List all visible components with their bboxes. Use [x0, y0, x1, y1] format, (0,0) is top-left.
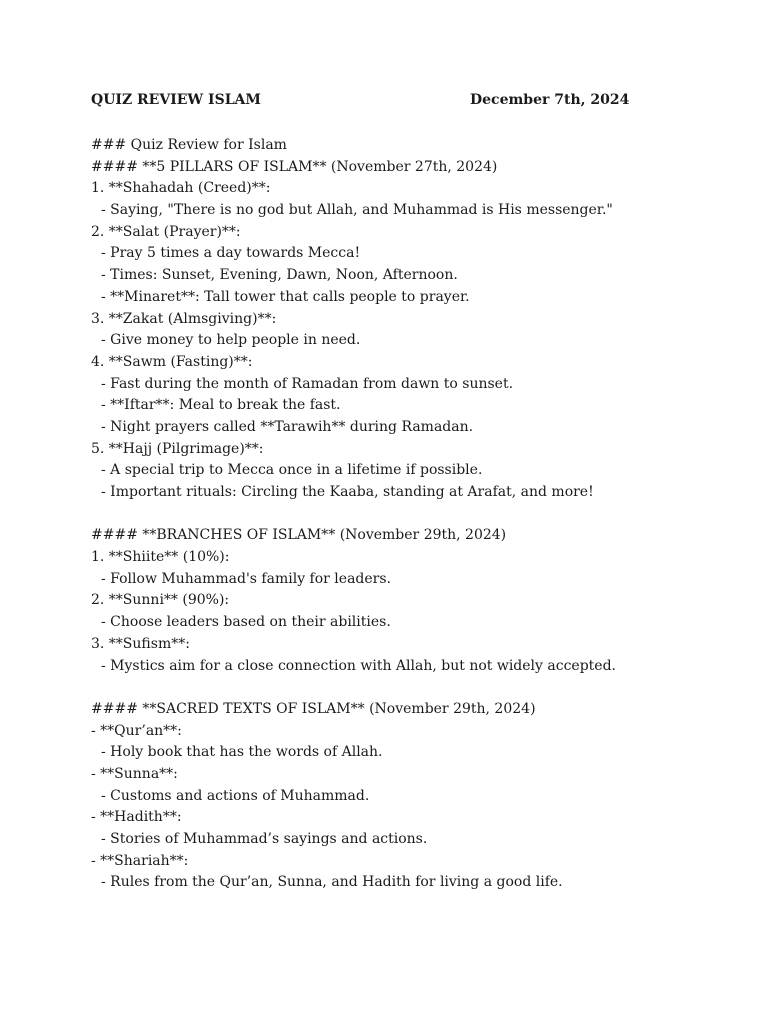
list-item: 4. **Sawm (Fasting)**:	[91, 353, 253, 370]
list-item: - **Hadith**:	[91, 809, 182, 826]
list-item: 3. **Sufism**:	[91, 635, 190, 652]
blank-line	[91, 504, 731, 526]
list-item: 3. **Zakat (Almsgiving)**:	[91, 310, 277, 327]
document-header	[91, 92, 630, 114]
list-subitem: - Follow Muhammad's family for leaders.	[101, 570, 391, 587]
list-item: - **Shariah**:	[91, 852, 189, 869]
list-subitem: - Night prayers called **Tarawih** during Ramadan.	[101, 418, 474, 435]
list-item: 2. **Salat (Prayer)**:	[91, 223, 241, 240]
list-subitem: - Pray 5 times a day towards Mecca!	[101, 245, 361, 262]
doc-heading: ### Quiz Review for Islam	[91, 137, 287, 153]
list-subitem: - Choose leaders based on their abilities.	[101, 614, 391, 631]
list-subitem: - Fast during the month of Ramadan from dawn to sunset.	[101, 375, 514, 392]
list-subitem: - Give money to help people in need.	[101, 332, 361, 349]
list-subitem: - **Iftar**: Meal to break the fast.	[101, 397, 341, 414]
section-heading-pillars: #### **5 PILLARS OF ISLAM** (November 27th, 2024)	[91, 158, 498, 175]
list-subitem: - Mystics aim for a close connection with Allah, but not widely accepted.	[101, 657, 616, 674]
document-body	[91, 135, 731, 894]
list-subitem: - Stories of Muhammad’s sayings and actions.	[101, 831, 428, 847]
list-subitem: - Important rituals: Circling the Kaaba, standing at Arafat, and more!	[101, 484, 594, 500]
list-subitem: - A special trip to Mecca once in a lifetime if possible.	[101, 462, 483, 479]
section-branches	[91, 547, 731, 677]
list-subitem: - Rules from the Qur’an, Sunna, and Hadith for living a good life.	[101, 874, 563, 891]
list-item: 5. **Hajj (Pilgrimage)**:	[91, 440, 264, 457]
list-subitem: - Times: Sunset, Evening, Dawn, Noon, Afternoon.	[101, 267, 458, 284]
list-subitem: - Saying, "There is no god but Allah, and Muhammad is His messenger."	[101, 202, 613, 219]
list-item: - **Qur’an**:	[91, 722, 182, 739]
section-heading-sacred-texts: #### **SACRED TEXTS OF ISLAM** (November 29th, 2024)	[91, 700, 536, 717]
section-pillars	[91, 178, 731, 503]
list-subitem: - Customs and actions of Muhammad.	[101, 787, 370, 804]
section-sacred-texts	[91, 721, 731, 895]
list-item: 1. **Shiite** (10%):	[91, 549, 230, 566]
list-subitem: - Holy book that has the words of Allah.	[101, 744, 383, 761]
document-title: QUIZ REVIEW ISLAM	[91, 92, 261, 108]
list-subitem: - **Minaret**: Tall tower that calls people to prayer.	[101, 288, 470, 305]
list-item: 1. **Shahadah (Creed)**:	[91, 180, 271, 197]
list-item: 2. **Sunni** (90%):	[91, 592, 230, 609]
list-item: - **Sunna**:	[91, 765, 178, 782]
section-heading-branches: #### **BRANCHES OF ISLAM** (November 29th, 2024)	[91, 527, 507, 544]
document-date: December 7th, 2024	[470, 92, 630, 108]
blank-line	[91, 677, 731, 699]
